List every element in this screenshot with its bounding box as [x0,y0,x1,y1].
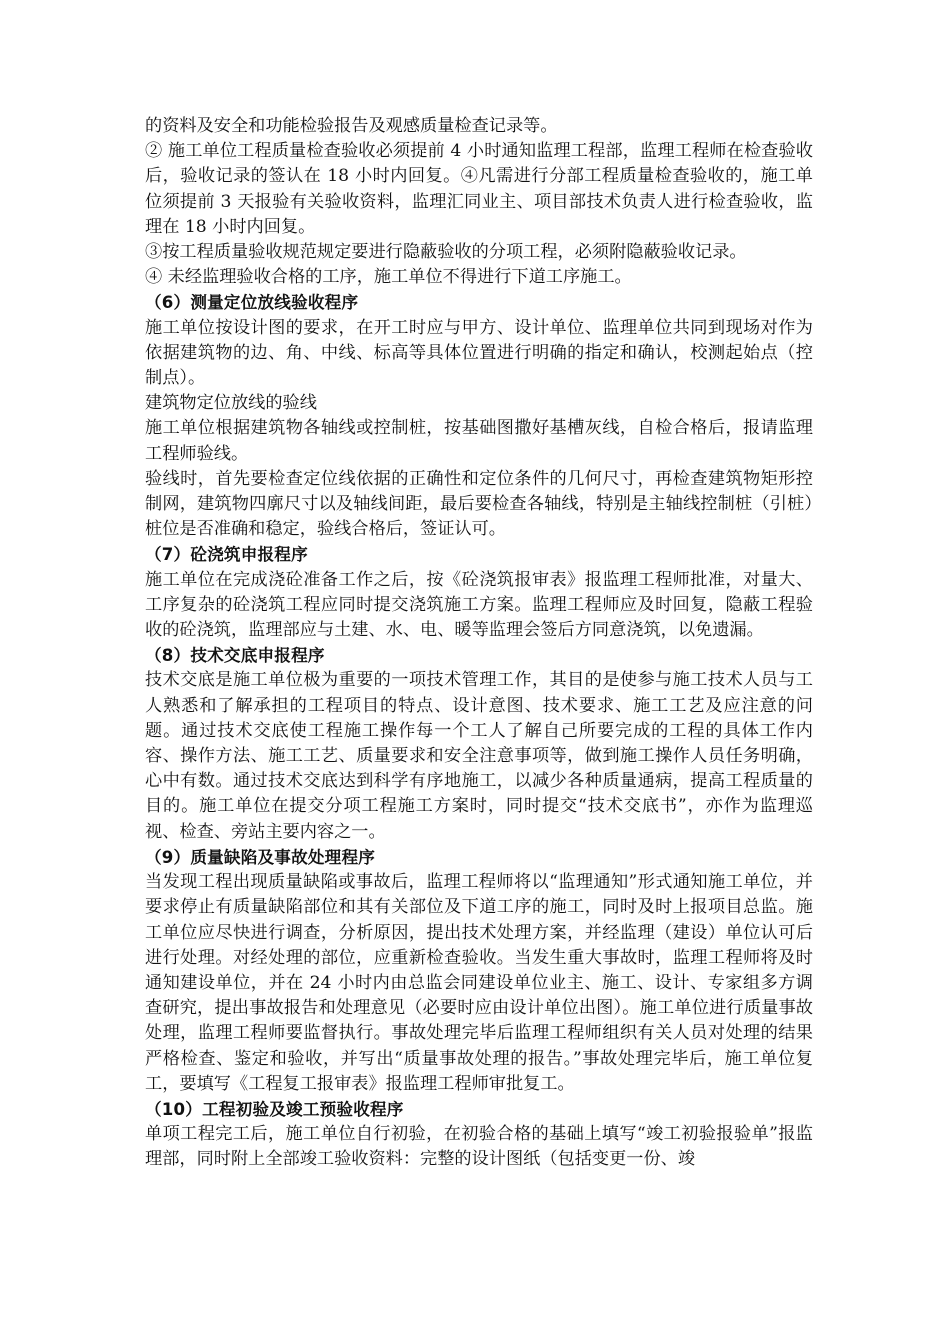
paragraph-4: ④ 未经监理验收合格的工序，施工单位不得进行下道工序施工。 [145,267,632,288]
section-heading-6: （6）测量定位放线验收程序 [145,293,359,313]
paragraph-7: 施工单位根据建筑物各轴线或控制桩，按基础图撒好基槽灰线，自检合格后，报请监理工程师验线。 [145,418,813,464]
section-heading-7: （7）砼浇筑申报程序 [145,545,308,565]
paragraph-6: 建筑物定位放线的验线 [145,393,317,414]
section-heading-9: （9）质量缺陷及事故处理程序 [145,847,376,867]
paragraph-5: 施工单位按设计图的要求，在开工时应与甲方、设计单位、监理单位共同到现场对作为依据建筑物的边、角、中线、标高等具体位置进行明确的指定和确认，校测起始点（控制点）。 [145,317,813,389]
paragraph-2: ② 施工单位工程质量检查验收必须提前 4 小时通知监理工程部，监理工程师在检查验收后，验收记录的签认在 18 小时内回复。④凡需进行分部工程质量检查验收的，施工单位须提前 3 天报验有关验收资料，监理汇同业主、项目部技术负责人进行检查验收，监理在 18 小时内回复。 [145,141,813,237]
paragraph-3: ③按工程质量验收规范规定要进行隐蔽验收的分项工程，必须附隐蔽验收记录。 [145,242,747,263]
paragraph-9: 施工单位在完成浇砼准备工作之后，按《砼浇筑报审表》报监理工程师批准，对量大、工序复杂的砼浇筑工程应同时提交浇筑施工方案。监理工程师应及时回复，隐蔽工程验收的砼浇筑，监理部应与土建、水、电、暖等监理会签后方同意浇筑，以免遗漏。 [145,569,813,641]
paragraph-1: 的资料及安全和功能检验报告及观感质量检查记录等。 [145,116,558,136]
section-heading-8: （8）技术交底申报程序 [145,646,325,666]
section-heading-10: （10）工程初验及竣工预验收程序 [145,1099,404,1119]
paragraph-8: 验线时，首先要检查定位线依据的正确性和定位条件的几何尺寸，再检查建筑物矩形控制网，建筑物四廓尺寸以及轴线间距，最后要检查各轴线，特别是主轴线控制桩（引桩）桩位是否准确和稳定，验线合格后，签证认可。 [145,468,813,540]
paragraph-12: 单项工程完工后，施工单位自行初验，在初验合格的基础上填写“竣工初验报验单”报监理部，同时附上全部竣工验收资料：完整的设计图纸（包括变更一份、竣 [145,1124,813,1170]
document-body [145,114,813,1173]
paragraph-11: 当发现工程出现质量缺陷或事故后，监理工程师将以“监理通知”形式通知施工单位，并要求停止有质量缺陷部位和其有关部位及下道工序的施工，同时及时上报项目总监。施工单位应尽快进行调查，分析原因，提出技术处理方案，并经监理（建设）单位认可后进行处理。对经处理的部位，应重新检查验收。当发生重大事故时，监理工程师将及时通知建设单位，并在 24 小时内由总监会同建设单位业主、施工、设计、专家组多方调查研究，提出事故报告和处理意见（必要时应由设计单位出图）。施工单位进行质量事故处理，监理工程师要监督执行。事故处理完毕后监理工程师组织有关人员对处理的结果严格检查、鉴定和验收，并写出“质量事故处理的报告。”事故处理完毕后，施工单位复工，要填写《工程复工报审表》报监理工程师审批复工。 [145,872,813,1094]
paragraph-10: 技术交底是施工单位极为重要的一项技术管理工作，其目的是使参与施工技术人员与工人熟悉和了解承担的工程项目的特点、设计意图、技术要求、施工工艺及应注意的问题。通过技术交底使工程施工操作每一个工人了解自己所要完成的工程的具体工作内容、操作方法、施工工艺、质量要求和安全注意事项等，做到施工操作人员任务明确，心中有数。通过技术交底达到科学有序地施工，以减少各种质量通病，提高工程质量的目的。施工单位在提交分项工程施工方案时，同时提交“技术交底书”，亦作为监理巡视、检查、旁站主要内容之一。 [145,670,813,842]
